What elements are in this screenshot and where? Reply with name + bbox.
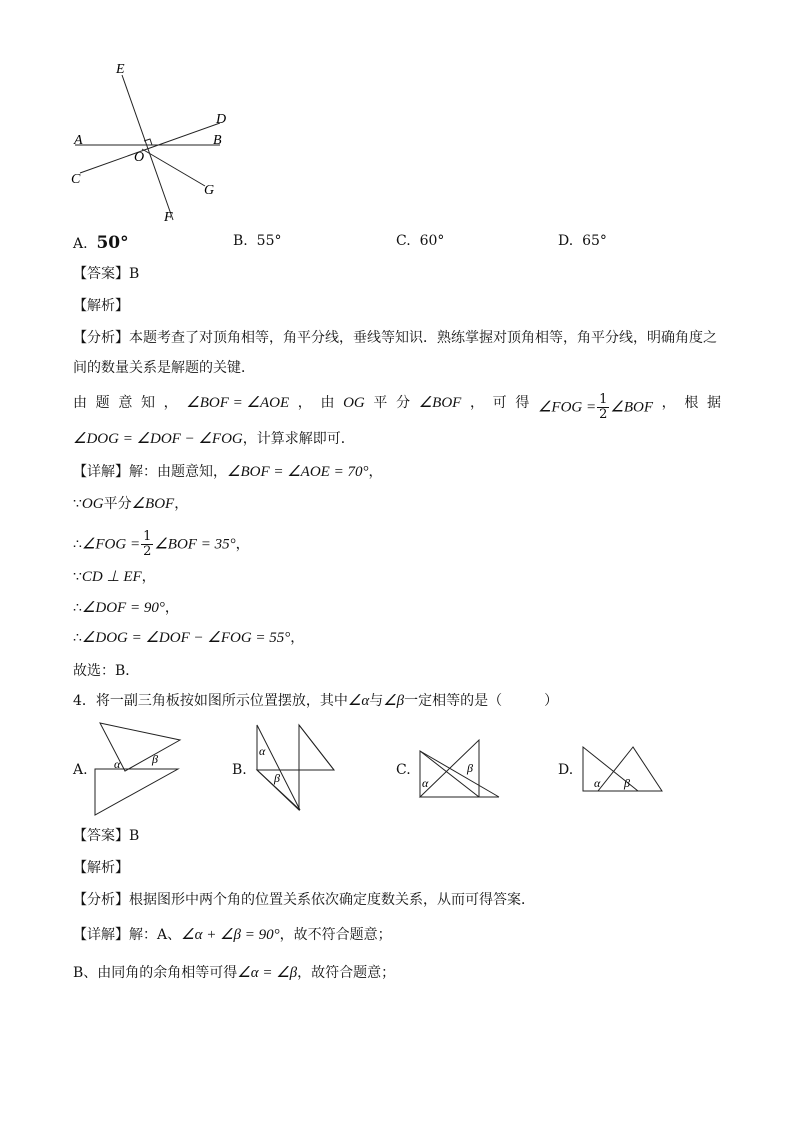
q3-reason-line2: ∠DOG = ∠DOF − ∠FOG，计算求解即可． (73, 431, 355, 447)
q3-answer: 【答案】B (73, 266, 140, 282)
alpha-label: α (114, 757, 121, 771)
q3-option-a: A. 50° (73, 233, 129, 253)
q4-figure-d (578, 742, 668, 797)
triangle-left (257, 725, 300, 810)
q4-option-b-label: B. (232, 762, 247, 778)
beta-label: β (274, 771, 280, 785)
q3-detail-step3: ∴∠FOG = $\frac{1}{2}$ ∠BOF = 35°， (73, 529, 250, 559)
label-b: B (213, 133, 222, 148)
triangle-upper (100, 723, 180, 771)
label-f: F (164, 210, 173, 225)
q3-option-d: D. 65° (558, 233, 607, 249)
label-e: E (116, 62, 125, 77)
q3-reason-line1: 由 题 意 知 ， ∠BOF = ∠AOE ， 由 OG 平 分 ∠BOF ， 可 得 ∠FOG = $\frac{1}{2}$ ∠BOF ， 根 据 (73, 392, 721, 422)
alpha-label: α (259, 744, 266, 758)
q3-fenxi-line2: 间的数量关系是解题的关键． (73, 360, 255, 376)
q4-fenxi: 【分析】根据图形中两个角的位置关系依次确定度数关系，从而可得答案． (73, 892, 535, 908)
q3-analysis-heading: 【解析】 (73, 298, 129, 314)
beta-label: β (467, 761, 473, 775)
q4-figure-a (90, 715, 190, 820)
q4-stem: 4．将一副三角板按如图所示位置摆放，其中∠α与∠β一定相等的是（ ） (73, 693, 559, 709)
label-o: O (134, 150, 145, 165)
hypotenuse-extend (420, 751, 499, 797)
q4-detail-a: 【详解】解：A、∠α + ∠β = 90°，故不符合题意； (73, 927, 392, 943)
q3-fenxi-line1: 【分析】本题考查了对顶角相等，角平分线，垂线等知识．熟练掌握对顶角相等，角平分线，明确角度之 (73, 330, 717, 346)
alpha-label: α (422, 776, 429, 790)
q3-option-b: B. 55° (233, 233, 282, 249)
beta-label: β (624, 776, 630, 790)
q3-detail-step2: ∵OG平分∠BOF， (73, 496, 189, 512)
triangle-lower (95, 769, 178, 815)
q4-figure-c (415, 735, 505, 805)
q4-figure-b (252, 720, 342, 815)
q4-option-d-label: D. (558, 762, 574, 778)
label-c: C (71, 172, 81, 187)
label-g: G (204, 183, 215, 198)
q3-detail-step5: ∴∠DOF = 90°， (73, 600, 179, 616)
q4-option-a-label: A. (73, 762, 88, 778)
q3-detail-step4: ∵CD ⊥ EF， (73, 569, 156, 585)
triangle-right (257, 725, 334, 810)
triangle-right-edge (299, 725, 334, 770)
q4-detail-b: B、由同角的余角相等可得∠α = ∠β，故符合题意； (73, 965, 396, 981)
q4-option-c-label: C. (396, 762, 411, 778)
q3-angle-figure (60, 55, 260, 230)
q3-option-c: C. 60° (396, 233, 445, 249)
line-cd (80, 123, 220, 173)
beta-label: β (152, 752, 158, 766)
alpha-label: α (594, 776, 601, 790)
q4-analysis-heading: 【解析】 (73, 860, 129, 876)
label-a: A (74, 133, 83, 148)
ray-og (142, 149, 205, 186)
q3-choose: 故选：B． (73, 663, 140, 679)
q3-detail-step1: 【详解】解：由题意知，∠BOF = ∠AOE = 70°， (73, 464, 383, 480)
line-ef (122, 75, 173, 220)
label-d: D (216, 112, 227, 127)
q3-detail-step6: ∴∠DOG = ∠DOF − ∠FOG = 55°， (73, 630, 305, 646)
q4-answer: 【答案】B (73, 828, 140, 844)
